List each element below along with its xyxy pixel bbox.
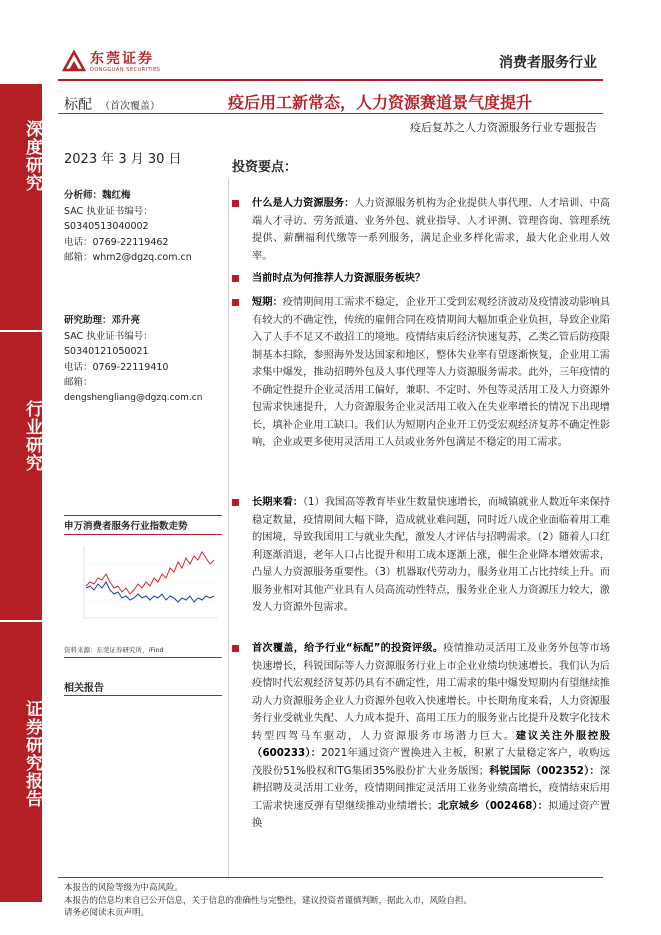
assistant-email[interactable]: dengshengliang@dgzq.com.cn [64,392,203,403]
logo-mark-icon [62,50,86,72]
rating-value: 标配 [64,97,92,113]
rating-note: （首次覆盖） [100,101,160,112]
point-text: 拟通过资产置换 [252,800,611,829]
index-trend-chart [64,538,222,638]
logo-text: 东莞证券 [90,51,154,67]
chart-source: 资料来源：东莞证券研究所，iFind [64,646,164,654]
analyst-name: 魏红梅 [102,190,131,201]
assistant-info [64,313,224,406]
company-logo [62,48,182,78]
point-text: 疫情期间用工需求不稳定，企业开工受到宏观经济波动及疫情波动影响具有较大的不确定性，传统的雇佣合同在疫情期间大幅加重企业负担，导致企业陷入了人手不足又不敢招工的境地。疫情结束后经济快速复苏，乙类乙管后防疫限制基本扫除，参照海外发达国家和地区，整体失业率有望逐渐恢复，企业用工需求集中爆发，推动招聘外包及人事代理等人力资源服务需求。此外，三年疫情的不确定性提升企业灵活用工偏好，兼职、不定时、外包等灵活用工及人力资源外包需求快速提升，人力资源服务企业灵活用工收入在失业率增长的情况下出现增长，填补企业用工缺口。我们认为短期内企业开工仍受宏观经济复苏不确定性影响，企业或更多使用灵活用工人员或业务外包满足不稳定的用工需求。 [252,297,611,448]
related-rule [64,657,222,658]
stock-recommendation: 建议关注外服控股（600233）： [252,730,611,759]
analyst-info [64,188,224,266]
point-lead: 当前时点为何推荐人力资源服务板块？ [252,273,426,284]
rating [64,94,160,114]
assistant-role: 研究助理： [64,315,112,326]
point-lead: 什么是人力资源服务： [252,198,355,209]
bullet-square-icon [232,645,239,652]
side-label-securities-report: 证券研究报告 [22,700,42,808]
analyst-email[interactable]: 邮箱：whm2@dgzq.com.cn [64,252,192,263]
point-text: 人力资源服务机构为企业提供人事代理、人才培训、中高端人才寻访、劳务派遣、业务外包、就业指导、人才评测、管理咨询、管理系统提供、薪酬福利代缴等一系列服务，满足企业多样化需求，最大化企业用人效率。 [252,198,610,262]
column-divider [228,178,229,878]
point-text: 疫情推动灵活用工及业务外包等市场快速增长，科锐国际等人力资源服务行业上市企业业绩均快速增长。我们认为后疫情时代宏观经济复苏仍具有不确定性，用工需求的集中爆发短期内有望继续推动人力资源服务企业人力资源外包收入快速增长。中长期角度来看，人力资源服务行业受就业失配、人力成本提升、高用工压力的服务业占比提升及数字化技术转型四驾马车驱动，人力资源服务市场潜力巨大。 [252,643,611,742]
analyst-cert-label: SAC 执业证书编号： [64,205,153,217]
point-short-term [232,294,610,452]
logo-english-text: DONGGUAN SECURITIES [90,67,161,73]
related-reports-heading: 相关报告 [64,683,104,694]
stock-recommendation: 北京城乡（002468）： [437,800,549,812]
bullet-square-icon [232,275,239,282]
related-rule [64,695,222,696]
assistant-name: 邓升亮 [111,315,141,326]
point-lead: 短期： [252,297,283,308]
footer-risk-level: 本报告的风险等级为中高风险。 [64,883,184,893]
side-divider [0,620,42,622]
assistant-email-label: 邮箱： [64,377,93,388]
header-rule [58,79,603,81]
assistant-phone: 电话：0769-22119410 [64,361,169,373]
side-divider [0,330,42,332]
stock-recommendation: 科锐国际（002352）： [488,765,600,777]
point-what-is-hr-service [232,195,610,265]
side-label-deep-research: 深度研究 [22,120,42,192]
footer-read-notice: 请务必阅读末页声明。 [64,908,150,918]
point-text: 深耕招聘及灵活用工业务，疫情期间推定灵活用工业务业绩高增长，疫情结束后用工需求快速反弹有望继续推动业绩增长； [252,765,610,812]
chart-rule [64,515,222,516]
chart-rule [64,534,222,535]
footer-disclaimer [64,882,472,920]
key-points-title: 投资要点： [232,160,298,175]
point-text: 2021年通过资产置换进入主板，积累了大量稳定客户，收购远茂股份51%股权和TG集团35%股份扩大业务版图； [252,748,610,777]
point-why-now [232,270,610,288]
assistant-cert-no: S0340121050021 [64,346,149,357]
analyst-phone: 电话：0769-22119462 [64,236,169,248]
bullet-square-icon [232,299,239,306]
point-lead: 首次覆盖，给予行业“标配”的投资评级。 [252,643,444,654]
page-title: 疫后用工新常态，人力资源赛道景气度提升 [228,93,533,112]
point-lead: 长期来看： [252,497,303,508]
bullet-square-icon [232,499,239,506]
report-date: 2023 年 3 月 30 日 [64,152,182,167]
report-subtitle: 疫后复苏之人力资源服务行业专题报告 [410,121,597,134]
analyst-role: 分析师： [64,190,103,201]
footer-info-source: 本报告的信息均来自已公开信息，关于信息的准确性与完整性，建议投资者谨慎判断，据此入市，风险自担。 [64,895,473,906]
bullet-square-icon [232,200,239,207]
footer-rule [58,877,603,878]
point-coverage-rating [232,640,610,833]
title-rule [58,113,603,114]
industry-label: 消费者服务行业 [499,55,597,71]
chart-title: 申万消费者服务行业指数走势 [64,521,188,532]
point-text: （1）我国高等教育毕业生数量快速增长，而城镇就业人数近年来保持稳定数量，疫情期间大幅下降，造成就业难问题，同时近八成企业面临着用工难的困境，导致我国用工与就业失配，激发人才评估与招聘需求。（2）随着人口红利逐渐消退，老年人口占比提升和用工成本逐渐上涨，催生企业降本增效需求，凸显人力资源服务重要性。（3）机器取代劳动力，服务业用工占比持续上升。而服务业相对其他产业具有人员高流动性特点，服务业企业人力资源压力较大，激发人力资源外包需求。 [252,497,610,613]
point-long-term [232,494,610,617]
analyst-cert-no: S0340513040002 [64,221,149,232]
assistant-cert-label: SAC 执业证书编号： [64,330,153,342]
side-label-industry-research: 行业研究 [22,400,42,472]
